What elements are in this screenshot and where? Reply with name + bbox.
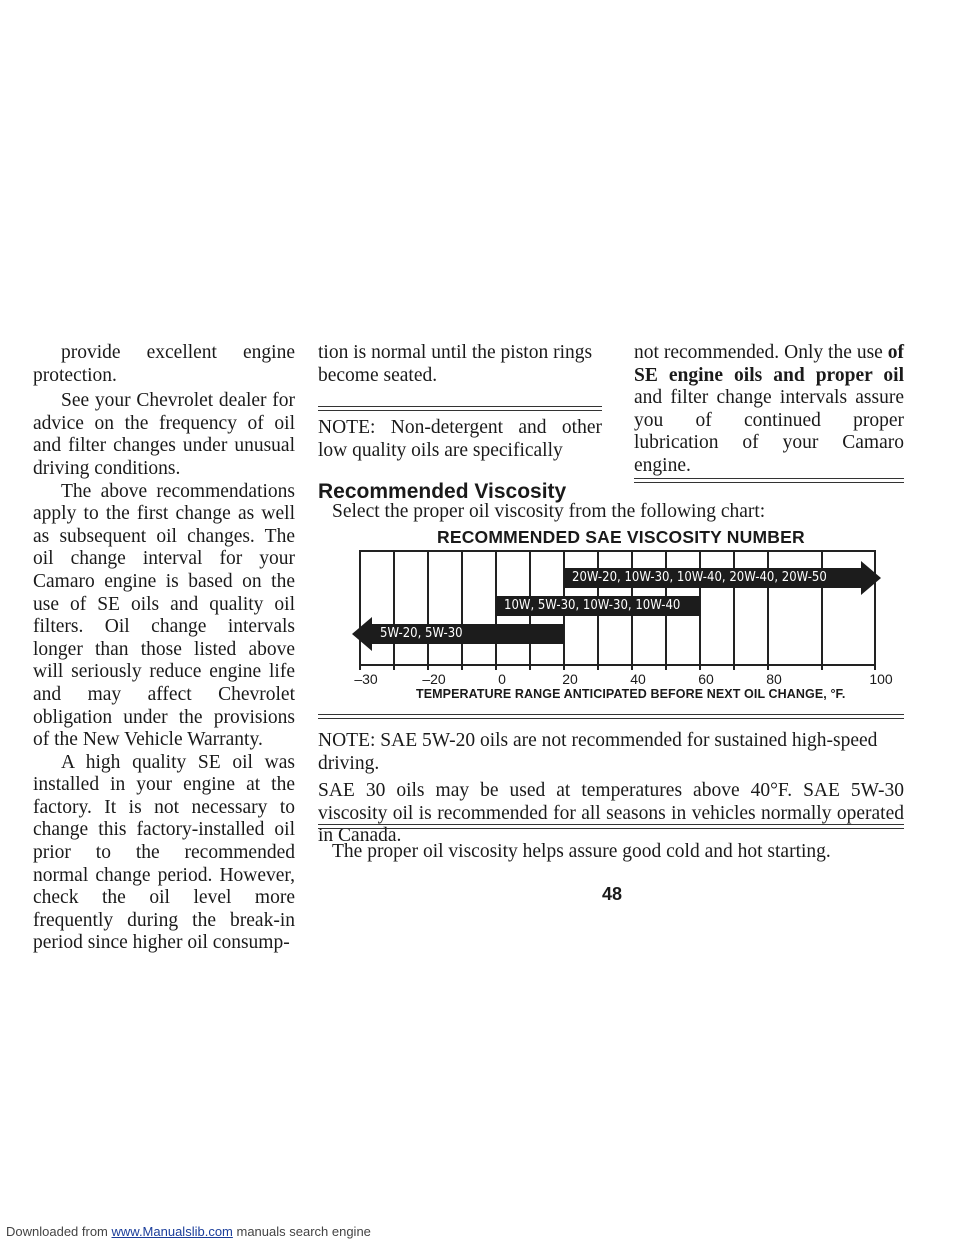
tick-label: 60 — [698, 671, 714, 687]
note-1: NOTE: SAE 5W-20 oils are not recommended for sustained high-speed driving. — [318, 730, 878, 774]
col3-text-before: not recommended. Only the use — [634, 342, 888, 363]
col1-paragraph-2: See your Chevrolet dealer for advice on the frequency of oil and filter changes under unusual driving conditions. — [33, 390, 295, 479]
col3-text-bold: of SE engine oils and proper oil — [634, 342, 904, 386]
grid-line — [359, 550, 361, 670]
col2-note-text: NOTE: Non-detergent and other low quality oils are specifically — [318, 417, 602, 461]
viscosity-bar-label: 5W-20, 5W-30 — [380, 626, 463, 641]
column-2 — [318, 342, 604, 387]
page-number: 48 — [602, 884, 623, 904]
col2-rule-top — [318, 406, 602, 411]
closing-text: The proper oil viscosity helps assure good cold and hot starting. — [332, 841, 831, 862]
viscosity-chart — [360, 550, 900, 670]
col2-note — [318, 417, 602, 462]
viscosity-bar — [496, 596, 700, 616]
viscosity-bar — [372, 624, 564, 644]
section-heading: Recommended Viscosity — [318, 480, 567, 503]
col1-paragraph-3: The above recommendations apply to the first change as well as subsequent oil changes. The oil change interval for your Camaro engine is based on the use of SE oils and quality oil filters. Oil change intervals longer than those listed above will seriously reduce engine life and may affect Chevrolet obligation under the provisions of the New Vehicle Warranty. — [33, 480, 295, 751]
arrow-left-icon — [352, 617, 372, 651]
col2-paragraph-1: tion is normal until the piston rings become seated. — [318, 342, 593, 386]
grid-line — [461, 550, 463, 670]
col1-paragraph-1: provide excellent engine protection. — [33, 342, 295, 386]
chart-title: RECOMMENDED SAE VISCOSITY NUMBER — [437, 527, 805, 547]
tick-label: –30 — [354, 671, 378, 687]
notes-rule-top — [318, 714, 904, 719]
col1-paragraph-4: A high quality SE oil was installed in your engine at the factory. It is not necessary to change this factory-installed oil prior to the recommended normal change period. However, check the oil level more frequently during the break-in period since higher oil consump- — [33, 751, 295, 954]
section-intro: Select the proper oil viscosity from the following chart: — [332, 501, 766, 522]
grid-line — [427, 550, 429, 670]
column-3 — [634, 342, 904, 478]
tick-label: –20 — [422, 671, 446, 687]
arrow-right-icon — [861, 561, 881, 595]
tick-label: 20 — [562, 671, 578, 687]
viscosity-bar-label: 10W, 5W-30, 10W-30, 10W-40 — [504, 598, 681, 613]
tick-label: 100 — [869, 671, 893, 687]
viscosity-bar-label: 20W-20, 10W-30, 10W-40, 20W-40, 20W-50 — [572, 570, 827, 585]
footer — [6, 1224, 371, 1239]
tick-label: 0 — [498, 671, 506, 687]
tick-label: 80 — [766, 671, 782, 687]
footer-suffix: manuals search engine — [232, 1224, 371, 1239]
chart-xlabel: TEMPERATURE RANGE ANTICIPATED BEFORE NEXT OIL CHANGE, °F. — [416, 687, 846, 701]
tick-label: 40 — [630, 671, 646, 687]
col3-text-after: and filter change intervals assure you of continued proper lubrication of your Camaro engine. — [634, 387, 904, 476]
col3-rule-bottom — [634, 478, 904, 483]
grid-line — [393, 550, 395, 670]
column-1 — [33, 342, 295, 955]
notes-block — [318, 730, 904, 848]
viscosity-bar — [564, 568, 861, 588]
col3-paragraph — [634, 342, 904, 478]
footer-link[interactable]: www.Manualslib.com — [111, 1224, 233, 1239]
note-2: SAE 30 oils may be used at temperatures above 40°F. SAE 5W-30 viscosity oil is recommended for all seasons in vehicles normally operated in Canada. — [318, 780, 904, 847]
footer-prefix: Downloaded from — [6, 1224, 112, 1239]
notes-rule-bottom — [318, 824, 904, 829]
